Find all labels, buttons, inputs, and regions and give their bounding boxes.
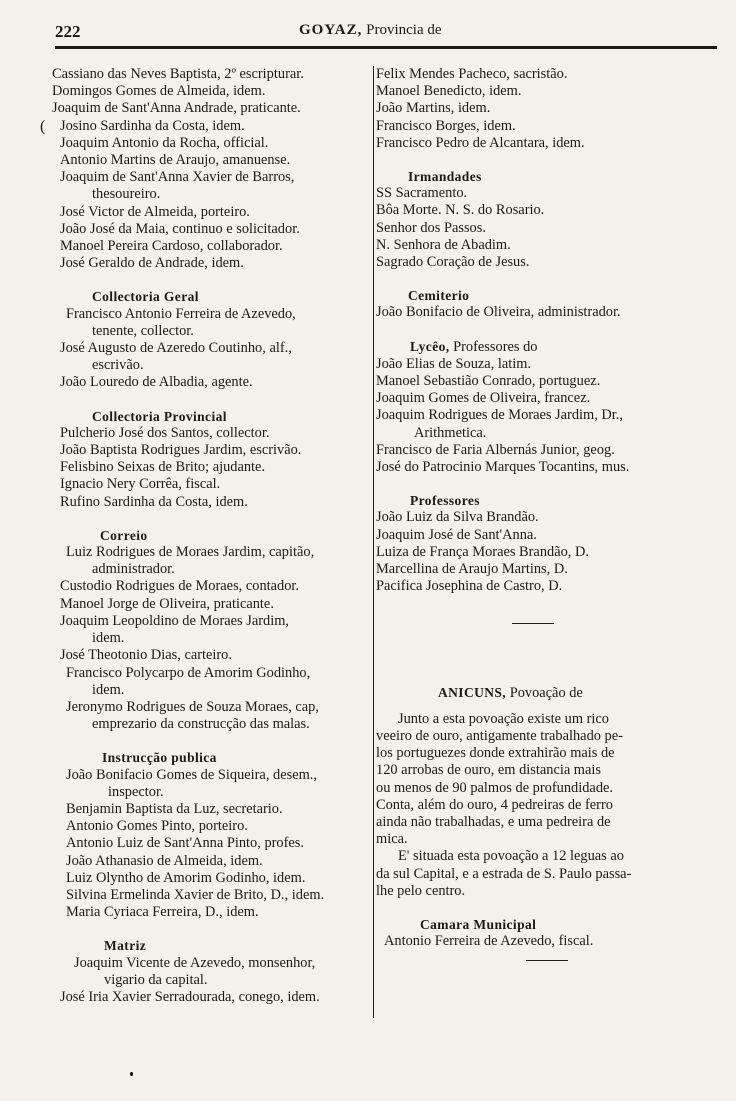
list-item: escrivão. [92,357,144,374]
list-item: Custodio Rodrigues de Moraes, contador. [60,578,300,595]
list-item: José Victor de Almeida, porteiro. [60,203,250,220]
list-item: Domingos Gomes de Almeida, idem. [52,83,266,100]
list-item: João Baptista Rodrigues Jardim, escrivão. [60,442,302,459]
paragraph-line: mica. [376,831,408,848]
list-item: Antonio Gomes Pinto, porteiro. [66,818,248,835]
list-item: Joaquim Rodrigues de Moraes Jardim, Dr., [376,407,624,424]
running-title-bold: GOYAZ, [299,22,363,38]
section-title-anicuns-bold: ANICUNS, [438,685,507,701]
list-item: Luiz Rodrigues de Moraes Jardim, capitão, [66,544,315,561]
section-title-anicuns [376,684,722,702]
list-item: Bôa Morte. N. S. do Rosario. [376,202,545,219]
list-item: Josino Sardinha da Costa, idem. [60,117,245,134]
list-item: João Luiz da Silva Brandão. [376,509,539,526]
list-item: Marcellina de Araujo Martins, D. [376,561,568,578]
list-item: Joaquim de Sant'Anna Andrade, praticante. [52,100,301,117]
paragraph-line: Conta, além do ouro, 4 pedreiras de ferro [376,796,613,813]
list-item: Manoel Pereira Cardoso, collaborador. [60,238,283,255]
section-title-lyceo-bold: Lycêo, [410,338,450,354]
running-title-rest: Provincia de [362,22,442,38]
list-item: João Athanasio de Almeida, idem. [66,852,263,869]
list-item: Francisco de Faria Albernás Junior, geog. [376,441,615,458]
section-divider [512,623,554,624]
list-item: Senhor dos Passos. [376,219,486,236]
list-item: Felix Mendes Pacheco, sacristão. [376,66,568,82]
list-item: idem. [92,630,125,647]
section-title-anicuns-rest: Povoação de [506,685,583,702]
list-item: Antonio Ferreira de Azevedo, fiscal. [384,933,594,950]
list-item: Ignacio Nery Corrêa, fiscal. [60,476,221,493]
section-title-instruccao: Instrucção publica [102,750,217,766]
section-title-lyceo-rest: Professores do [449,338,538,355]
right-column [376,66,722,967]
paragraph-line: veeiro de ouro, antigamente trabalhado pe- [376,727,623,744]
page-number: 222 [55,22,81,41]
list-item: José Iria Xavier Serradourada, conego, idem. [60,988,320,1005]
list-item: Joaquim Antonio da Rocha, official. [60,134,269,151]
section-title-professores: Professores [410,493,480,509]
section-title-matriz: Matriz [104,938,147,954]
list-item: emprezario da construcção das malas. [92,716,310,733]
list-item: Jeronymo Rodrigues de Souza Moraes, cap, [66,698,319,715]
list-item: administrador. [92,561,175,578]
list-item: Sagrado Coração de Jesus. [376,254,530,271]
list-item: Arithmetica. [414,424,487,441]
list-item: Maria Cyriaca Ferreira, D., idem. [66,904,259,921]
section-title-correio: Correio [100,527,148,543]
list-item: idem. [92,681,125,698]
list-item: José Theotonio Dias, carteiro. [60,647,232,664]
list-item: Francisco Borges, idem. [376,117,516,134]
paragraph-line: da sul Capital, e a estrada de S. Paulo passa- [376,865,632,882]
list-item: Joaquim Vicente de Azevedo, monsenhor, [74,954,316,971]
list-item: João Bonifacio Gomes de Siqueira, desem., [66,766,317,783]
list-item: Pulcherio José dos Santos, collector. [60,424,270,441]
list-item: Antonio Martins de Araujo, amanuense. [60,152,291,169]
section-title-irmandades: Irmandades [408,169,482,185]
list-item: SS Sacramento. [376,185,468,202]
list-item: Cassiano das Neves Baptista, 2º escripturar. [52,66,304,82]
list-item: João Martins, idem. [376,100,491,117]
paragraph-line: lhe pelo centro. [376,882,466,899]
paragraph-line: ainda não trabalhadas, e uma pedreira de [376,813,611,830]
list-item: Manoel Jorge de Oliveira, praticante. [60,595,274,612]
list-item: José do Patrocinio Marques Tocantins, mus. [376,459,630,476]
list-item: Manoel Benedicto, idem. [376,83,522,100]
paragraph-line: E' situada esta povoação a 12 leguas ao [398,848,624,865]
list-item: thesoureiro. [92,186,161,203]
page-header [55,22,715,44]
list-item: Luiz Olyntho de Amorim Godinho, idem. [66,869,306,886]
paragraph-line: 120 arrobas de ouro, em distancia mais [376,762,601,779]
list-item: José Augusto de Azeredo Coutinho, alf., [60,340,292,357]
left-column [52,66,374,1006]
list-item: João Bonifacio de Oliveira, administrador. [376,304,621,321]
section-title-collectoria-provincial: Collectoria Provincial [92,408,227,424]
list-item: Luiza de França Moraes Brandão, D. [376,543,589,560]
section-title-collectoria-geral: Collectoria Geral [92,289,199,305]
list-item: Joaquim Leopoldino de Moraes Jardim, [60,612,290,629]
list-item: inspector. [108,783,164,800]
paragraph-line: ou menos de 90 palmos de profundidade. [376,779,613,796]
list-item: Antonio Luiz de Sant'Anna Pinto, profes. [66,835,305,852]
list-item: vigario da capital. [104,971,208,988]
section-divider [526,960,568,961]
section-title-cemiterio: Cemiterio [408,288,470,304]
list-item: Joaquim José de Sant'Anna. [376,526,537,543]
list-item: Francisco Pedro de Alcantara, idem. [376,134,585,151]
list-item: Francisco Polycarpo de Amorim Godinho, [66,664,311,681]
list-item: Joaquim de Sant'Anna Xavier de Barros, [60,169,295,186]
list-item: João Louredo de Albadia, agente. [60,374,253,391]
list-item: Benjamin Baptista da Luz, secretario. [66,800,283,817]
list-item: Joaquim Gomes de Oliveira, francez. [376,390,591,407]
ink-dot [130,1072,133,1076]
list-item: N. Senhora de Abadim. [376,236,511,253]
list-item: tenente, collector. [92,322,194,339]
header-rule [55,46,717,49]
list-item: Silvina Ermelinda Xavier de Brito, D., idem. [66,886,325,903]
list-item: José Geraldo de Andrade, idem. [60,255,244,272]
section-title-camara: Camara Municipal [420,916,537,932]
running-title [299,22,442,39]
list-item: João Elias de Souza, latim. [376,355,532,372]
list-item: Francisco Antonio Ferreira de Azevedo, [66,305,296,322]
margin-mark: ( [40,118,46,135]
list-item: João José da Maia, continuo e solicitador. [60,220,300,237]
list-item: Felisbino Seixas de Brito; ajudante. [60,459,266,476]
staff-list [52,66,374,272]
list-item: Pacifica Josephina de Castro, D. [376,578,563,595]
paragraph-line: los portuguezes donde extrahirão mais de [376,745,615,762]
list-item: Manoel Sebastião Conrado, portuguez. [376,373,601,390]
section-title-lyceo [376,338,722,356]
list-item: Rufino Sardinha da Costa, idem. [60,493,248,510]
paragraph-line: Junto a esta povoação existe um rico [398,710,609,727]
